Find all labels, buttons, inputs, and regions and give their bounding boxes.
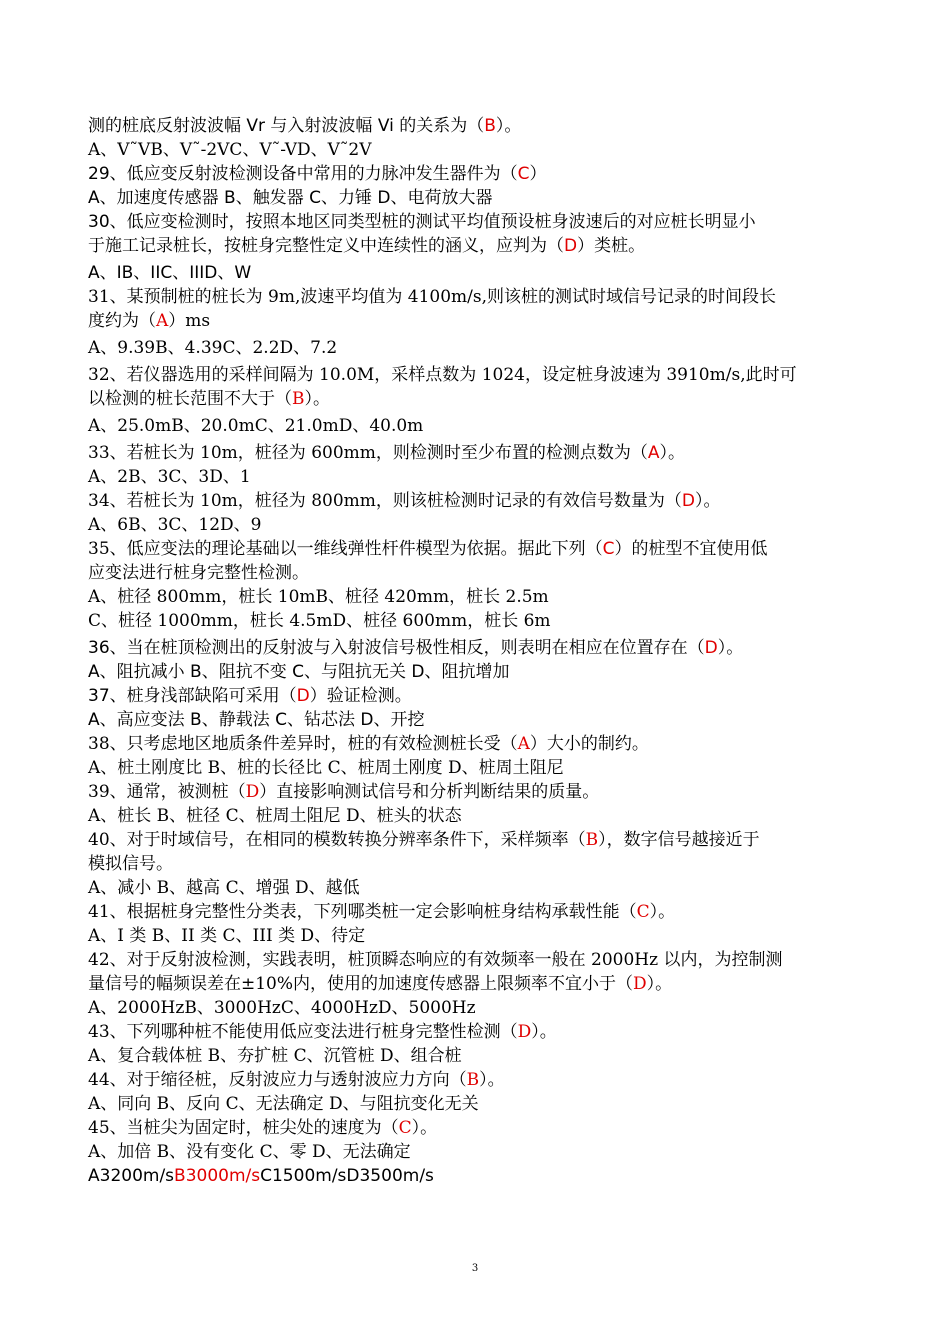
text-line: 32、若仪器选用的采样间隔为 10.0M，采样点数为 1024，设定桩身波速为 3910m/s,此时可 bbox=[88, 365, 797, 385]
text-line: 39、通常，被测桩（D）直接影响测试信号和分析判断结果的质量。 bbox=[88, 782, 600, 802]
text-line: 30、低应变检测时，按照本地区同类型桩的测试平均值预设桩身波速后的对应桩长明显小 bbox=[88, 212, 756, 232]
text-line: 度约为（A）ms bbox=[88, 311, 211, 331]
answer-mark: C bbox=[398, 1118, 412, 1138]
text-line: 测的桩底反射波波幅 Vr 与入射波波幅 Vi 的关系为（B）。 bbox=[88, 116, 522, 136]
answer-mark: D bbox=[296, 686, 310, 706]
text-line: A3200m/sB3000m/sC1500m/sD3500m/s bbox=[88, 1166, 434, 1186]
text-line: 40、对于时域信号，在相同的模数转换分辨率条件下，采样频率（B），数字信号越接近于 bbox=[88, 830, 760, 850]
text-line: 44、对于缩径桩，反射波应力与透射波应力方向（B）。 bbox=[88, 1070, 505, 1090]
text-line: A、桩土刚度比 B、桩的长径比 C、桩周土刚度 D、桩周土阻尼 bbox=[88, 758, 564, 778]
text-line: A、同向 B、反向 C、无法确定 D、与阻抗变化无关 bbox=[88, 1094, 479, 1114]
answer-mark: D bbox=[681, 491, 695, 511]
text-line: A、阻抗减小 B、阻抗不变 C、与阻抗无关 D、阻抗增加 bbox=[88, 662, 510, 682]
text-line: A、9.39B、4.39C、2.2D、7.2 bbox=[88, 338, 338, 358]
answer-mark: D bbox=[245, 782, 260, 802]
text-line: 33、若桩长为 10m，桩径为 600mm，则检测时至少布置的检测点数为（A）。 bbox=[88, 443, 686, 463]
answer-mark: B bbox=[585, 830, 599, 850]
text-line: 45、当桩尖为固定时，桩尖处的速度为（C）。 bbox=[88, 1118, 438, 1138]
text-line: A、加速度传感器 B、触发器 C、力锤 D、电荷放大器 bbox=[88, 188, 493, 208]
text-line: A、25.0mB、20.0mC、21.0mD、40.0m bbox=[88, 416, 424, 436]
text-line: A、复合载体桩 B、夯扩桩 C、沉管桩 D、组合桩 bbox=[88, 1046, 462, 1066]
text-line: A、2B、3C、3D、1 bbox=[88, 467, 251, 487]
answer-mark: C bbox=[636, 902, 650, 922]
answer-mark: D bbox=[633, 974, 647, 994]
question-list bbox=[88, 114, 858, 1188]
text-line: A、减小 B、越高 C、增强 D、越低 bbox=[88, 878, 360, 898]
text-line: A、加倍 B、没有变化 C、零 D、无法确定 bbox=[88, 1142, 411, 1162]
text-line: 以检测的桩长范围不大于（B）。 bbox=[88, 389, 330, 409]
page-number: 3 bbox=[471, 1263, 479, 1274]
answer-mark: A bbox=[156, 311, 169, 331]
answer-mark: A bbox=[517, 734, 530, 754]
answer-mark: D bbox=[564, 236, 578, 256]
answer-mark: B3000m/s bbox=[174, 1166, 261, 1186]
answer-mark: A bbox=[647, 443, 660, 463]
text-line: A、2000HzB、3000HzC、4000HzD、5000Hz bbox=[88, 998, 476, 1018]
text-line: A、6B、3C、12D、9 bbox=[88, 515, 262, 535]
text-line: 应变法进行桩身完整性检测。 bbox=[88, 563, 309, 583]
text-line: A、桩长 B、桩径 C、桩周土阻尼 D、桩头的状态 bbox=[88, 806, 462, 826]
text-line: 于施工记录桩长，按桩身完整性定义中连续性的涵义，应判为（D）类桩。 bbox=[88, 236, 646, 256]
text-line: A、V˜VB、V˜-2VC、V˜-VD、V˜2V bbox=[88, 140, 372, 160]
answer-mark: D bbox=[517, 1022, 532, 1042]
text-line: 41、根据桩身完整性分类表，下列哪类桩一定会影响桩身结构承载性能（C）。 bbox=[88, 902, 676, 922]
text-line: 36、当在桩顶检测出的反射波与入射波信号极性相反，则表明在相应在位置存在（D）。 bbox=[88, 638, 744, 658]
answer-mark: B bbox=[484, 116, 496, 136]
answer-mark: C bbox=[602, 539, 615, 559]
text-line: A、高应变法 B、静载法 C、钻芯法 D、开挖 bbox=[88, 710, 425, 730]
text-line: 29、低应变反射波检测设备中常用的力脉冲发生器件为（C） bbox=[88, 164, 547, 184]
text-line: A、I 类 B、II 类 C、III 类 D、待定 bbox=[88, 926, 366, 946]
text-line: C、桩径 1000mm，桩长 4.5mD、桩径 600mm，桩长 6m bbox=[88, 611, 551, 631]
text-line: 37、桩身浅部缺陷可采用（D）验证检测。 bbox=[88, 686, 412, 706]
text-line: 42、对于反射波检测，实践表明，桩顶瞬态响应的有效频率一般在 2000Hz 以内，为控制测 bbox=[88, 950, 783, 970]
text-line: 34、若桩长为 10m，桩径为 800mm，则该桩检测时记录的有效信号数量为（D）。 bbox=[88, 491, 721, 511]
text-line: 31、某预制桩的桩长为 9m,波速平均值为 4100m/s,则该桩的测试时域信号记录的时间段长 bbox=[88, 287, 777, 307]
text-line: A、桩径 800mm，桩长 10mB、桩径 420mm，桩长 2.5m bbox=[88, 587, 549, 607]
text-line: 43、下列哪种桩不能使用低应变法进行桩身完整性检测（D）。 bbox=[88, 1022, 557, 1042]
text-line: A、IB、IIC、IIID、W bbox=[88, 263, 252, 283]
text-line: 模拟信号。 bbox=[88, 854, 173, 874]
text-line: 35、低应变法的理论基础以一维线弹性杆件模型为依据。据此下列（C）的桩型不宜使用低 bbox=[88, 539, 768, 559]
text-line: 38、只考虑地区地质条件差异时，桩的有效检测桩长受（A）大小的制约。 bbox=[88, 734, 649, 754]
answer-mark: B bbox=[466, 1070, 480, 1090]
text-line: 量信号的幅频误差在±10%内，使用的加速度传感器上限频率不宜小于（D）。 bbox=[88, 974, 673, 994]
answer-mark: D bbox=[704, 638, 718, 658]
answer-mark: B bbox=[292, 389, 305, 409]
answer-mark: C bbox=[517, 164, 530, 184]
